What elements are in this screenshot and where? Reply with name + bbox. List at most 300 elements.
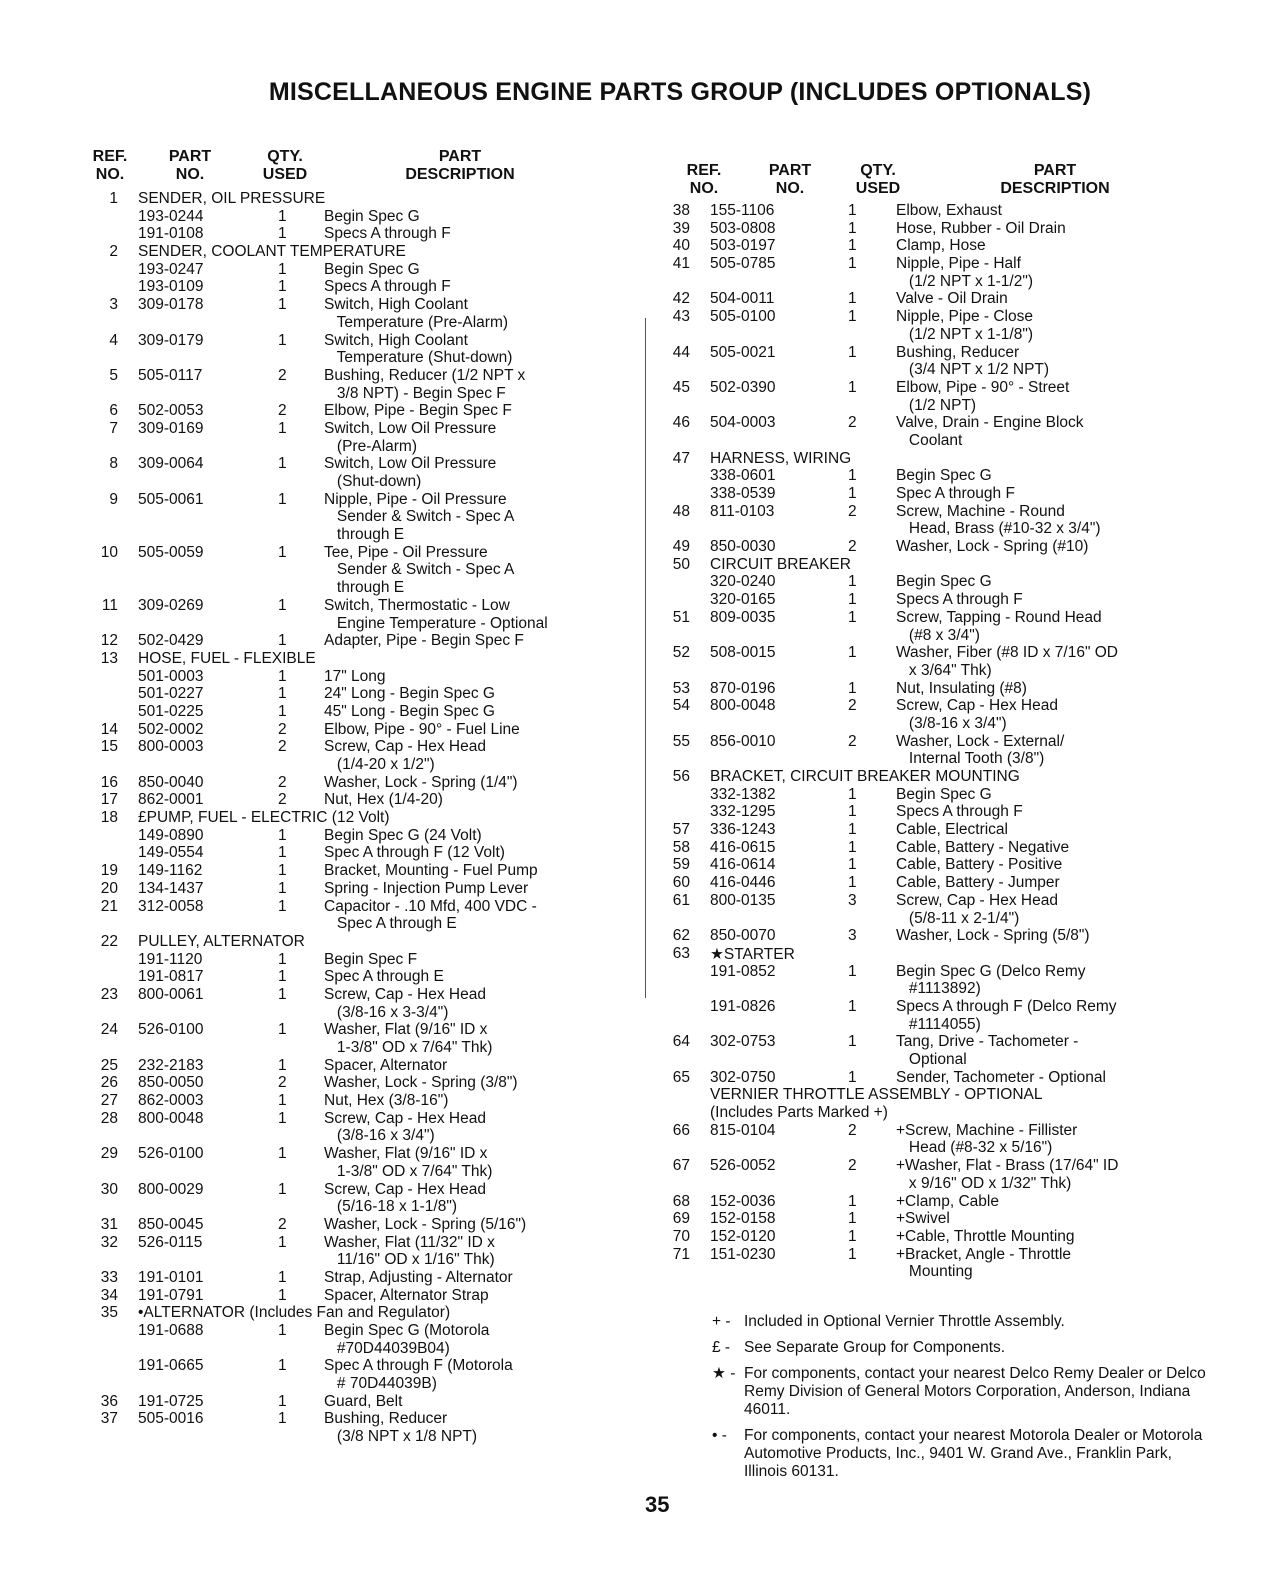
part-description: +Swivel	[896, 1210, 950, 1228]
qty-used: 1	[848, 608, 857, 626]
parts-row	[668, 963, 1228, 981]
part-number: 862-0001	[138, 791, 204, 809]
right-header-qty: QTY. USED	[855, 162, 901, 197]
ref-number: 56	[672, 768, 690, 785]
part-description: Screw, Cap - Hex Head	[324, 1180, 486, 1198]
parts-row	[88, 296, 633, 314]
ref-number: 16	[100, 773, 118, 791]
part-description: Washer, Lock - Spring (5/8")	[896, 927, 1090, 945]
part-description: Washer, Lock - Spring (3/8")	[324, 1074, 518, 1092]
qty-used: 1	[848, 202, 857, 219]
group-heading: SENDER, OIL PRESSURE	[138, 190, 326, 207]
qty-used: 1	[278, 1180, 287, 1198]
qty-used: 1	[848, 467, 857, 485]
ref-number: 39	[672, 219, 690, 237]
ref-number: 55	[672, 732, 690, 750]
parts-row	[668, 750, 1228, 768]
part-description: 3/8 NPT) - Begin Spec F	[324, 384, 506, 402]
part-number: 191-0817	[138, 968, 204, 986]
part-number: 800-0003	[138, 738, 204, 756]
part-number: 503-0808	[710, 219, 776, 237]
qty-used: 2	[278, 773, 287, 791]
part-description: x 3/64" Thk)	[896, 661, 992, 679]
qty-used: 1	[278, 596, 287, 614]
footnote	[712, 1365, 1212, 1419]
parts-row	[668, 1263, 1228, 1281]
qty-used: 1	[278, 950, 287, 968]
part-description: Sender & Switch - Spec A	[324, 508, 515, 526]
left-header-ref: REF. NO.	[92, 148, 128, 183]
qty-used: 1	[278, 702, 287, 720]
qty-used: 1	[848, 679, 857, 697]
ref-number: 70	[672, 1227, 690, 1245]
part-number: 309-0178	[138, 296, 204, 314]
part-description: (1/2 NPT x 1-1/8")	[896, 325, 1034, 343]
parts-row	[88, 809, 633, 827]
parts-row	[668, 680, 1228, 698]
part-description: (3/4 NPT x 1/2 NPT)	[896, 361, 1050, 379]
part-number: 320-0240	[710, 573, 776, 591]
part-description: Guard, Belt	[324, 1392, 403, 1410]
ref-number: 38	[672, 202, 690, 219]
part-number: 191-1120	[138, 950, 203, 968]
qty-used: 2	[848, 732, 857, 750]
qty-used: 1	[278, 419, 287, 437]
part-description: Spec A through E	[324, 968, 444, 986]
part-description: Nipple, Pipe - Half	[896, 255, 1021, 273]
ref-number: 32	[100, 1233, 118, 1251]
ref-number: 50	[672, 555, 690, 573]
part-number: 155-1106	[710, 202, 775, 219]
qty-used: 1	[278, 826, 287, 844]
ref-number: 44	[672, 343, 690, 361]
footnote-symbol: • -	[712, 1427, 727, 1444]
group-heading: (Includes Parts Marked +)	[710, 1104, 888, 1122]
qty-used: 2	[278, 791, 287, 809]
part-description: Bushing, Reducer (1/2 NPT x	[324, 366, 526, 384]
ref-number: 47	[672, 449, 690, 467]
part-number: 152-0036	[710, 1192, 776, 1210]
parts-row	[88, 738, 633, 756]
ref-number: 29	[100, 1145, 118, 1163]
part-number: 505-0016	[138, 1410, 204, 1428]
qty-used: 1	[848, 644, 857, 662]
parts-row	[668, 1228, 1228, 1246]
qty-used: 3	[848, 891, 857, 909]
parts-row	[668, 998, 1228, 1016]
ref-number: 31	[100, 1215, 118, 1233]
qty-used: 1	[278, 897, 287, 915]
parts-row	[668, 627, 1228, 645]
ref-number: 30	[100, 1180, 118, 1198]
qty-used: 1	[278, 1056, 287, 1074]
parts-row	[88, 1163, 633, 1181]
parts-row	[88, 455, 633, 473]
part-description: Switch, Low Oil Pressure	[324, 455, 497, 473]
part-number: 416-0615	[710, 838, 776, 856]
ref-number: 34	[100, 1286, 118, 1304]
qty-used: 1	[848, 1210, 857, 1228]
footnote-text: Included in Optional Vernier Throttle Assembly.	[744, 1313, 1065, 1330]
parts-row	[668, 910, 1228, 928]
parts-row	[88, 632, 633, 650]
parts-row	[88, 225, 633, 243]
part-description: Cable, Electrical	[896, 821, 1008, 839]
part-description: Screw, Cap - Hex Head	[324, 738, 486, 756]
parts-row	[668, 237, 1228, 255]
part-number: 134-1437	[138, 879, 204, 897]
part-number: 850-0050	[138, 1074, 204, 1092]
part-description: Specs A through F	[324, 278, 451, 296]
parts-row	[88, 1092, 633, 1110]
part-description: #1113892)	[896, 980, 981, 998]
part-number: 332-1295	[710, 803, 776, 821]
parts-row	[668, 1175, 1228, 1193]
part-number: 338-0539	[710, 485, 776, 502]
footnote	[712, 1427, 1212, 1481]
parts-row	[668, 397, 1228, 415]
ref-number: 10	[100, 543, 118, 561]
qty-used: 1	[848, 343, 857, 361]
parts-row	[668, 1210, 1228, 1228]
qty-used: 1	[848, 997, 857, 1015]
page-number: 35	[645, 1492, 670, 1517]
qty-used: 1	[278, 1357, 287, 1375]
part-description: Nipple, Pipe - Close	[896, 308, 1033, 326]
part-description: Begin Spec G (24 Volt)	[324, 826, 482, 844]
qty-used: 1	[278, 685, 287, 703]
part-description: (#8 x 3/4")	[896, 626, 980, 644]
part-number: 193-0247	[138, 260, 204, 278]
part-number: 152-0120	[710, 1227, 776, 1245]
part-number: 505-0021	[710, 343, 776, 361]
part-number: 191-0826	[710, 997, 776, 1015]
qty-used: 2	[848, 538, 857, 556]
ref-number: 37	[100, 1410, 118, 1428]
part-number: 504-0003	[710, 414, 776, 432]
qty-used: 1	[278, 490, 287, 508]
part-description: Specs A through F	[324, 225, 451, 243]
qty-used: 1	[848, 1068, 857, 1086]
ref-number: 18	[100, 809, 118, 827]
part-description: (Shut-down)	[324, 473, 422, 490]
part-description: Spec A through F	[896, 485, 1015, 502]
part-description: Screw, Cap - Hex Head	[896, 891, 1058, 909]
part-number: 312-0058	[138, 897, 204, 915]
part-description: Specs A through F	[896, 803, 1023, 821]
ref-number: 23	[100, 985, 118, 1003]
qty-used: 1	[848, 962, 857, 980]
ref-number: 51	[672, 608, 690, 626]
parts-row	[88, 243, 633, 261]
part-number: 504-0011	[710, 290, 775, 308]
parts-row	[88, 420, 633, 438]
qty-used: 2	[848, 414, 857, 432]
part-number: 232-2183	[138, 1056, 204, 1074]
parts-row	[668, 220, 1228, 238]
qty-used: 1	[278, 331, 287, 349]
column-divider	[645, 318, 646, 998]
qty-used: 1	[278, 879, 287, 897]
parts-row	[88, 880, 633, 898]
parts-row	[88, 597, 633, 615]
qty-used: 1	[848, 485, 857, 502]
qty-used: 1	[278, 862, 287, 880]
parts-row	[88, 1021, 633, 1039]
part-description: through E	[324, 526, 405, 544]
part-number: 309-0269	[138, 596, 204, 614]
qty-used: 1	[278, 296, 287, 314]
parts-row	[668, 839, 1228, 857]
parts-row	[668, 1016, 1228, 1034]
qty-used: 2	[278, 720, 287, 738]
parts-row	[668, 326, 1228, 344]
part-number: 815-0104	[710, 1121, 776, 1139]
parts-row	[668, 414, 1228, 432]
left-parts-list	[88, 190, 633, 1446]
parts-row	[88, 314, 633, 332]
part-number: 850-0030	[710, 538, 776, 556]
part-description: Sender & Switch - Spec A	[324, 561, 515, 579]
footnote-text: See Separate Group for Components.	[744, 1339, 1006, 1356]
ref-number: 42	[672, 290, 690, 308]
part-description: Washer, Lock - Spring (1/4")	[324, 773, 518, 791]
qty-used: 1	[848, 573, 857, 591]
part-number: 332-1382	[710, 785, 776, 803]
part-number: 151-0230	[710, 1245, 776, 1263]
part-number: 191-0688	[138, 1322, 204, 1339]
part-number: 800-0135	[710, 891, 776, 909]
ref-number: 40	[672, 237, 690, 255]
parts-row	[88, 278, 633, 296]
parts-row	[88, 968, 633, 986]
part-number: 505-0061	[138, 490, 204, 508]
qty-used: 3	[848, 927, 857, 945]
ref-number: 12	[100, 632, 118, 650]
part-description: Washer, Lock - External/	[896, 732, 1065, 750]
parts-row	[88, 561, 633, 579]
left-header-qty: QTY. USED	[262, 148, 308, 183]
left-header-part: PART NO.	[168, 148, 212, 183]
qty-used: 2	[278, 738, 287, 756]
ref-number: 25	[100, 1056, 118, 1074]
parts-row	[668, 485, 1228, 503]
part-number: 336-1243	[710, 821, 776, 839]
parts-row	[88, 1410, 633, 1428]
part-description: Elbow, Pipe - 90° - Fuel Line	[324, 720, 520, 738]
part-number: 309-0169	[138, 419, 204, 437]
part-description: Screw, Machine - Round	[896, 502, 1065, 520]
qty-used: 1	[278, 632, 287, 650]
part-description: Valve - Oil Drain	[896, 290, 1008, 308]
part-description: +Screw, Machine - Fillister	[896, 1121, 1078, 1139]
parts-row	[88, 827, 633, 845]
parts-row	[668, 1193, 1228, 1211]
ref-number: 8	[109, 455, 118, 473]
part-description: Specs A through F	[896, 591, 1023, 609]
part-number: 862-0003	[138, 1092, 204, 1110]
part-description: Washer, Flat (11/32" ID x	[324, 1233, 495, 1251]
part-description: Adapter, Pipe - Begin Spec F	[324, 632, 524, 650]
parts-row	[88, 1039, 633, 1057]
right-header-ref: REF. NO.	[686, 162, 722, 197]
parts-row	[668, 556, 1228, 574]
parts-row	[668, 1033, 1228, 1051]
parts-row	[668, 202, 1228, 220]
parts-row	[668, 644, 1228, 662]
parts-row	[88, 774, 633, 792]
footnote-text: For components, contact your nearest Delco Remy Dealer or Delco Remy Division of General Motors Corporation, Anderson, Indiana 46011.	[744, 1365, 1206, 1418]
parts-row	[88, 703, 633, 721]
part-number: 191-0665	[138, 1357, 204, 1375]
parts-row	[88, 1145, 633, 1163]
part-description: Cable, Battery - Jumper	[896, 874, 1060, 892]
parts-row	[668, 945, 1228, 963]
parts-row	[88, 1269, 633, 1287]
parts-row	[88, 1216, 633, 1234]
group-heading: CIRCUIT BREAKER	[710, 555, 851, 573]
part-number: 800-0061	[138, 985, 204, 1003]
parts-row	[668, 432, 1228, 450]
part-description: Temperature (Pre-Alarm)	[324, 313, 509, 331]
part-description: +Bracket, Angle - Throttle	[896, 1245, 1072, 1263]
part-description: (1/4-20 x 1/2")	[324, 756, 435, 773]
group-heading: ★STARTER	[710, 945, 795, 963]
ref-number: 57	[672, 821, 690, 839]
parts-row	[668, 290, 1228, 308]
parts-row	[88, 862, 633, 880]
qty-used: 1	[278, 968, 287, 986]
ref-number: 49	[672, 538, 690, 556]
ref-number: 19	[100, 862, 118, 880]
part-description: through E	[324, 579, 405, 597]
parts-row	[88, 208, 633, 226]
part-number: 320-0165	[710, 591, 776, 609]
parts-row	[88, 685, 633, 703]
ref-number: 11	[101, 596, 118, 614]
qty-used: 1	[848, 1033, 857, 1051]
qty-used: 1	[278, 1410, 287, 1428]
parts-row	[668, 1122, 1228, 1140]
qty-used: 1	[848, 785, 857, 803]
ref-number: 52	[672, 644, 690, 662]
qty-used: 1	[278, 844, 287, 862]
parts-row	[88, 1234, 633, 1252]
parts-row	[668, 927, 1228, 945]
part-description: (3/8-16 x 3-3/4")	[324, 1003, 449, 1021]
group-heading: HARNESS, WIRING	[710, 449, 852, 467]
qty-used: 1	[848, 1192, 857, 1210]
qty-used: 1	[848, 378, 857, 396]
part-description: #70D44039B04)	[324, 1339, 450, 1357]
part-description: Elbow, Exhaust	[896, 202, 1002, 219]
qty-used: 1	[848, 308, 857, 326]
parts-row	[88, 668, 633, 686]
part-description: +Clamp, Cable	[896, 1192, 999, 1210]
ref-number: 46	[672, 414, 690, 432]
qty-used: 1	[848, 803, 857, 821]
part-number: 800-0048	[710, 697, 776, 715]
parts-row	[88, 915, 633, 933]
part-description: Elbow, Pipe - 90° - Street	[896, 378, 1070, 396]
qty-used: 2	[278, 402, 287, 420]
qty-used: 1	[278, 260, 287, 278]
parts-row	[88, 1074, 633, 1092]
parts-row	[88, 1375, 633, 1393]
part-description: 11/16" OD x 1/16" Thk)	[324, 1251, 495, 1269]
part-description: Switch, Low Oil Pressure	[324, 419, 497, 437]
parts-row	[668, 697, 1228, 715]
part-description: (1/2 NPT)	[896, 396, 977, 414]
parts-row	[88, 986, 633, 1004]
parts-row	[88, 579, 633, 597]
footnote-text: For components, contact your nearest Motorola Dealer or Motorola Automotive Products, Inc., 9401 W. Grand Ave., Franklin Park, Illinois 60131.	[744, 1427, 1203, 1480]
qty-used: 1	[278, 543, 287, 561]
ref-number: 63	[672, 944, 690, 962]
parts-row	[668, 786, 1228, 804]
part-description: Sender, Tachometer - Optional	[896, 1068, 1106, 1086]
ref-number: 64	[672, 1033, 690, 1051]
ref-number: 27	[100, 1092, 118, 1110]
parts-row	[668, 1139, 1228, 1157]
parts-row	[88, 615, 633, 633]
part-description: +Washer, Flat - Brass (17/64" ID	[896, 1157, 1119, 1175]
parts-row	[668, 768, 1228, 786]
part-description: Temperature (Shut-down)	[324, 349, 513, 367]
parts-row	[668, 273, 1228, 291]
ref-number: 6	[109, 402, 118, 420]
qty-used: 1	[278, 1286, 287, 1304]
qty-used: 2	[278, 1074, 287, 1092]
part-description: Washer, Flat (9/16" ID x	[324, 1145, 488, 1163]
part-number: 416-0446	[710, 874, 776, 892]
part-description: (Pre-Alarm)	[324, 437, 417, 455]
part-number: 850-0070	[710, 927, 776, 945]
part-description: Spacer, Alternator	[324, 1056, 448, 1074]
parts-row	[88, 844, 633, 862]
parts-row	[668, 609, 1228, 627]
ref-number: 62	[672, 927, 690, 945]
part-description: Washer, Fiber (#8 ID x 7/16" OD	[896, 644, 1119, 662]
part-number: 191-0101	[138, 1268, 204, 1286]
qty-used: 2	[278, 366, 287, 384]
part-description: Screw, Cap - Hex Head	[324, 1109, 486, 1127]
parts-row	[668, 1086, 1228, 1104]
part-number: 501-0225	[138, 702, 204, 720]
part-number: 191-0791	[138, 1286, 204, 1304]
parts-row	[88, 1057, 633, 1075]
ref-number: 58	[672, 838, 690, 856]
part-number: 191-0108	[138, 225, 204, 243]
qty-used: 1	[848, 1227, 857, 1245]
part-description: Elbow, Pipe - Begin Spec F	[324, 402, 512, 420]
parts-row	[88, 349, 633, 367]
parts-row	[88, 1181, 633, 1199]
parts-row	[88, 1428, 633, 1446]
group-heading: •ALTERNATOR (Includes Fan and Regulator)	[138, 1304, 451, 1322]
part-number: 811-0103	[710, 502, 775, 520]
qty-used: 2	[848, 697, 857, 715]
qty-used: 2	[278, 1215, 287, 1233]
part-description: Cable, Battery - Positive	[896, 856, 1063, 874]
part-description: Hose, Rubber - Oil Drain	[896, 219, 1066, 237]
parts-row	[88, 526, 633, 544]
parts-row	[88, 1110, 633, 1128]
qty-used: 1	[848, 290, 857, 308]
parts-row	[88, 438, 633, 456]
part-description: Washer, Flat (9/16" ID x	[324, 1021, 488, 1039]
part-description: #1114055)	[896, 1015, 981, 1033]
